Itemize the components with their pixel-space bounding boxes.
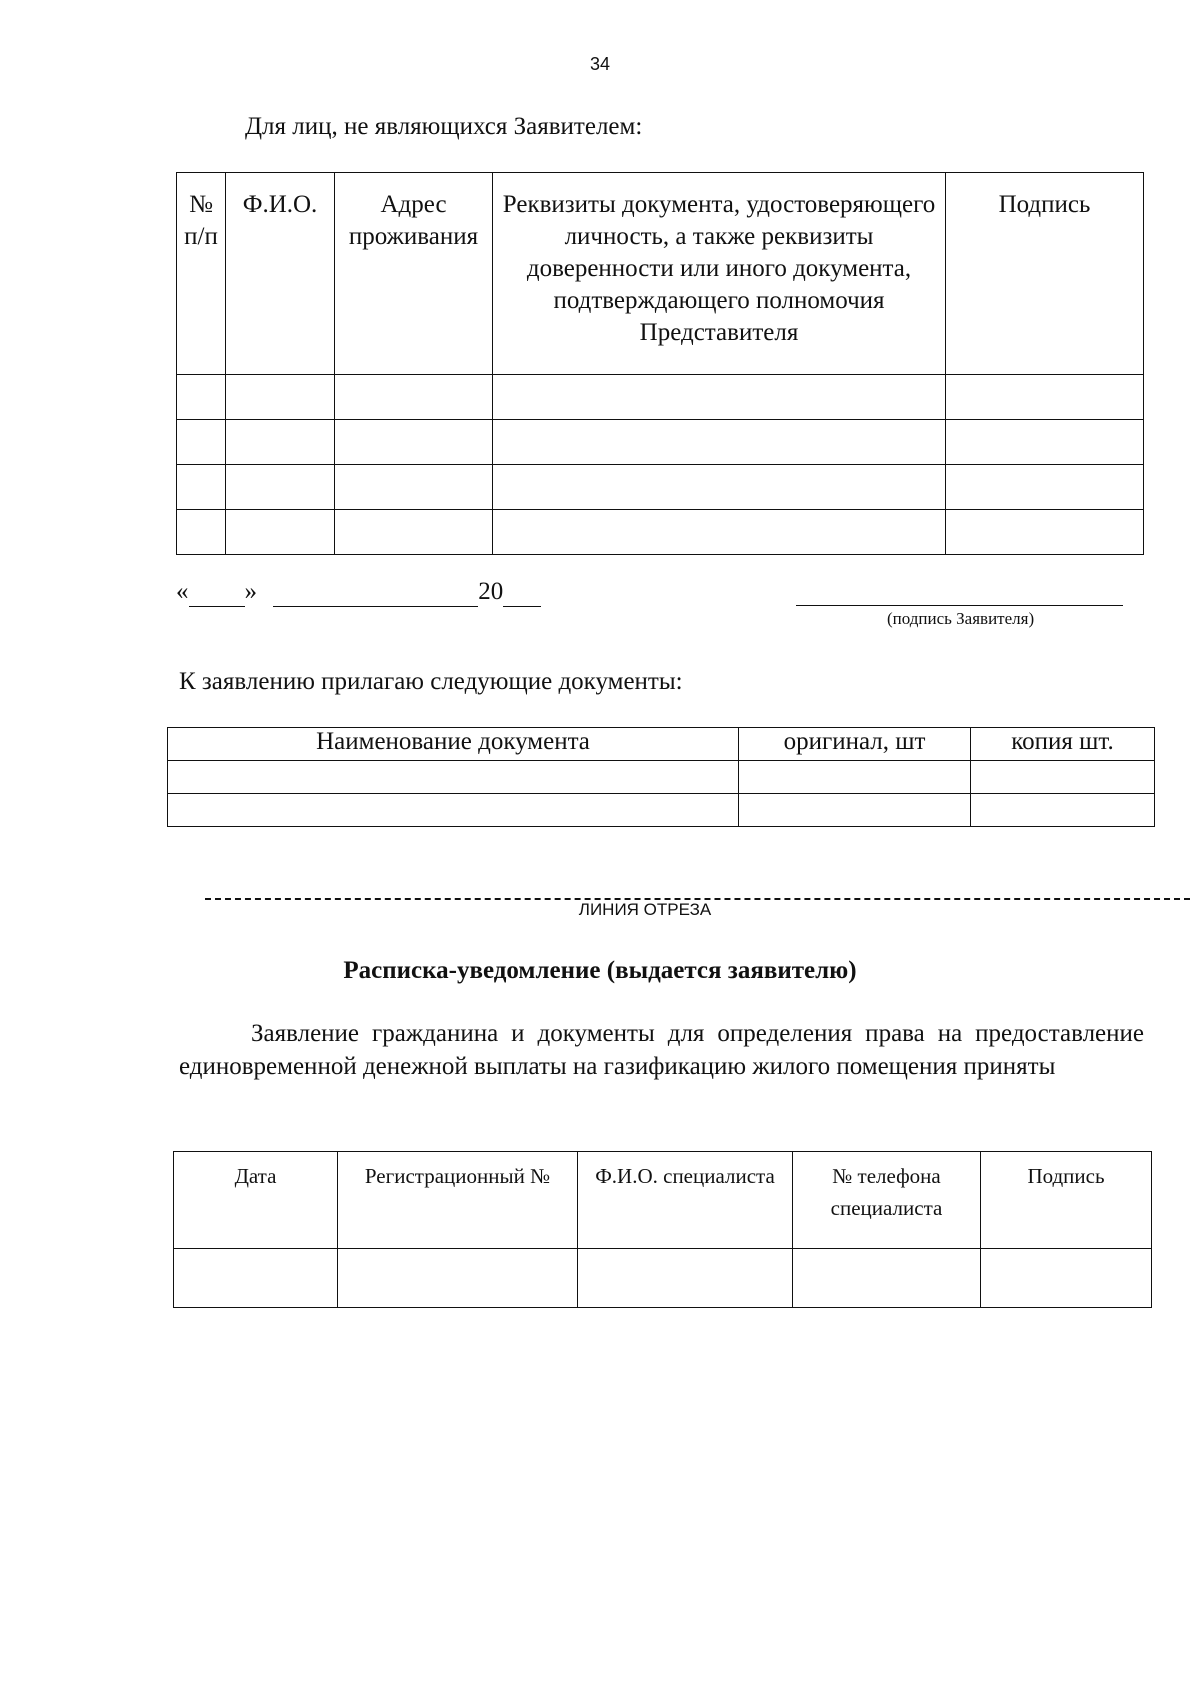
col-document-details-header: Реквизиты документа, удостоверяющего личность, а также реквизиты доверенности или иного документа, подтверждающего полномочия Представителя bbox=[493, 173, 946, 375]
table-cell[interactable] bbox=[177, 465, 226, 510]
table-cell[interactable] bbox=[793, 1249, 981, 1308]
year-prefix: 20 bbox=[478, 578, 504, 605]
col-copy-header: копия шт. bbox=[971, 728, 1155, 761]
table-header-row bbox=[174, 1152, 1152, 1249]
table-cell[interactable] bbox=[168, 794, 739, 827]
receipt-table bbox=[173, 1151, 1152, 1308]
date-line bbox=[176, 578, 541, 607]
table-cell[interactable] bbox=[493, 465, 946, 510]
cut-line-label: ЛИНИЯ ОТРЕЗА bbox=[578, 900, 712, 919]
table-cell[interactable] bbox=[177, 375, 226, 420]
table-cell[interactable] bbox=[174, 1249, 338, 1308]
col-specialist-fio-header: Ф.И.О. специалиста bbox=[578, 1152, 793, 1249]
receipt-text: Заявление гражданина и документы для определения права на предоставление единовременной денежной выплаты на газификацию жилого помещения приняты bbox=[179, 1020, 1144, 1080]
col-specialist-phone-header: № телефона специалиста bbox=[793, 1152, 981, 1249]
table-cell[interactable] bbox=[971, 761, 1155, 794]
col-registration-number-header: Регистрационный № bbox=[338, 1152, 578, 1249]
non-applicant-table bbox=[176, 172, 1144, 555]
table-row bbox=[168, 794, 1155, 827]
attached-documents-table bbox=[167, 727, 1155, 827]
table-cell[interactable] bbox=[177, 420, 226, 465]
table-row bbox=[177, 465, 1144, 510]
table-cell[interactable] bbox=[226, 465, 335, 510]
col-address-header: Адрес проживания bbox=[335, 173, 493, 375]
table-row bbox=[168, 761, 1155, 794]
table-row bbox=[177, 420, 1144, 465]
close-quote: » bbox=[244, 578, 257, 605]
table-cell[interactable] bbox=[493, 420, 946, 465]
signature-line[interactable] bbox=[796, 605, 1123, 606]
col-date-header: Дата bbox=[174, 1152, 338, 1249]
table-cell[interactable] bbox=[335, 465, 493, 510]
table-cell[interactable] bbox=[739, 794, 971, 827]
table-cell[interactable] bbox=[335, 420, 493, 465]
table-row bbox=[177, 510, 1144, 555]
table-cell[interactable] bbox=[335, 375, 493, 420]
col-signature-header: Подпись bbox=[981, 1152, 1152, 1249]
table-cell[interactable] bbox=[168, 761, 739, 794]
intro-heading: Для лиц, не являющихся Заявителем: bbox=[245, 113, 643, 140]
table-cell[interactable] bbox=[946, 465, 1144, 510]
signature-caption: (подпись Заявителя) bbox=[887, 609, 1035, 628]
receipt-title: Расписка-уведомление (выдается заявителю) bbox=[343, 957, 857, 984]
table-cell[interactable] bbox=[578, 1249, 793, 1308]
table-cell[interactable] bbox=[946, 375, 1144, 420]
table-cell[interactable] bbox=[493, 375, 946, 420]
table-cell[interactable] bbox=[493, 510, 946, 555]
attachments-heading: К заявлению прилагаю следующие документы: bbox=[179, 668, 683, 695]
table-cell[interactable] bbox=[226, 510, 335, 555]
table-row bbox=[177, 375, 1144, 420]
table-header-row bbox=[177, 173, 1144, 375]
table-cell[interactable] bbox=[981, 1249, 1152, 1308]
year-blank[interactable] bbox=[503, 578, 541, 607]
col-document-name-header: Наименование документа bbox=[168, 728, 739, 761]
col-number-header: № п/п bbox=[177, 173, 226, 375]
table-cell[interactable] bbox=[739, 761, 971, 794]
table-cell[interactable] bbox=[946, 420, 1144, 465]
col-fio-header: Ф.И.О. bbox=[226, 173, 335, 375]
table-cell[interactable] bbox=[946, 510, 1144, 555]
month-blank[interactable] bbox=[273, 578, 478, 607]
col-signature-header: Подпись bbox=[946, 173, 1144, 375]
day-blank[interactable] bbox=[189, 578, 245, 607]
col-original-header: оригинал, шт bbox=[739, 728, 971, 761]
page-number: 34 bbox=[589, 54, 611, 74]
open-quote: « bbox=[176, 578, 189, 605]
table-cell[interactable] bbox=[971, 794, 1155, 827]
table-cell[interactable] bbox=[338, 1249, 578, 1308]
table-cell[interactable] bbox=[226, 420, 335, 465]
table-row bbox=[174, 1249, 1152, 1308]
table-header-row bbox=[168, 728, 1155, 761]
table-cell[interactable] bbox=[177, 510, 226, 555]
table-cell[interactable] bbox=[335, 510, 493, 555]
table-cell[interactable] bbox=[226, 375, 335, 420]
